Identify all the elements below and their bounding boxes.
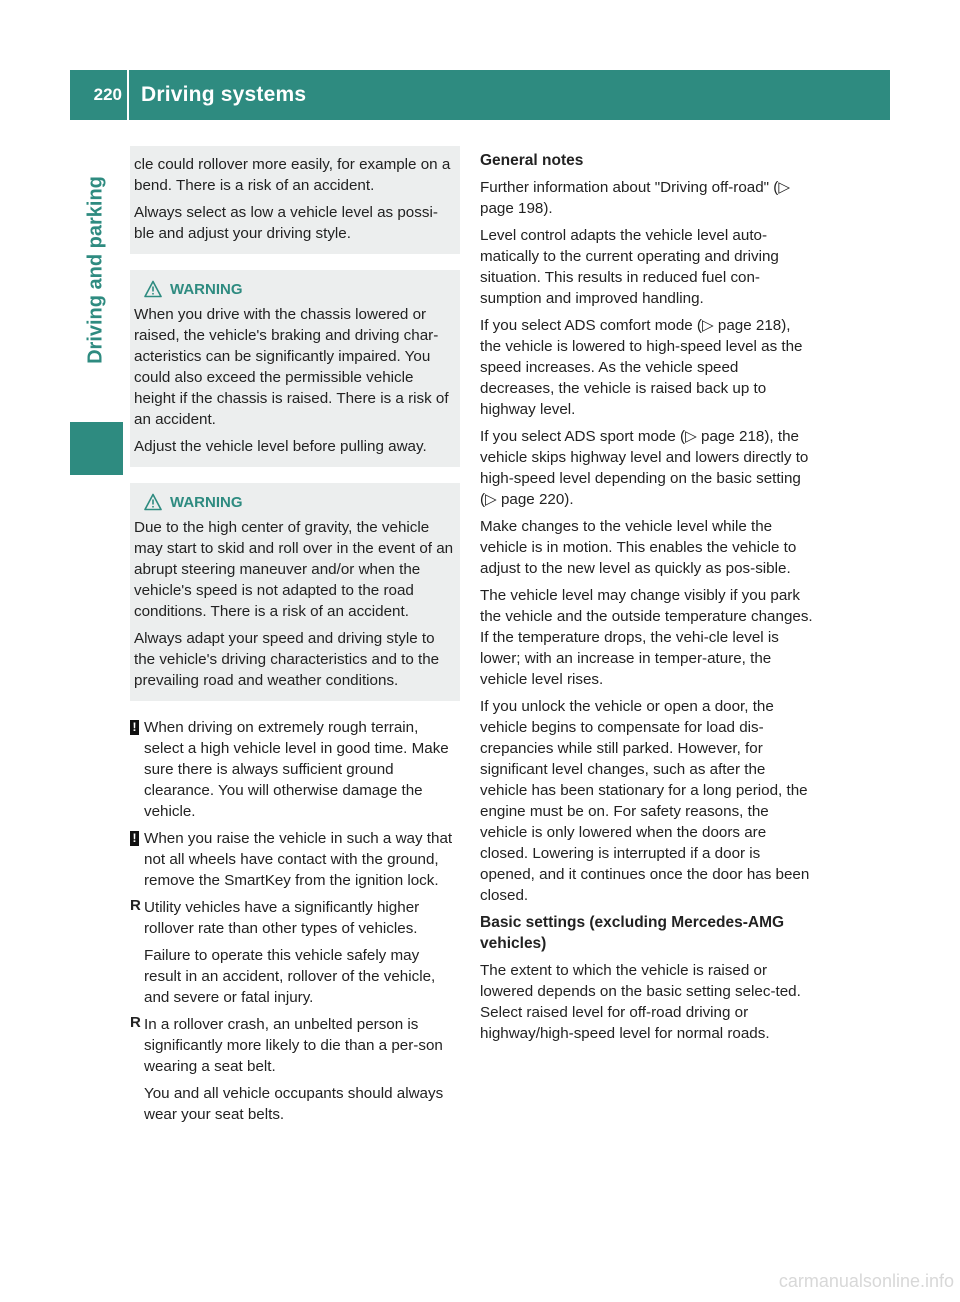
bullet-item xyxy=(130,897,460,1008)
body-paragraph: The vehicle level may change visibly if you park the vehicle and the outside temperature changes. If the temperature drops, the vehi-cle level is lower; with an increase in temper-ature, the vehicle level rises. xyxy=(480,587,813,688)
note-item xyxy=(130,828,460,891)
body-paragraph: If you select ADS sport mode (▷ page 218), the vehicle skips highway level and lowers directly to high-speed level depending on the basic setting (▷ page 220). xyxy=(480,428,809,508)
warning-paragraph: Adjust the vehicle level before pulling away. xyxy=(134,438,427,455)
left-column xyxy=(130,146,460,1131)
body-paragraph: Further information about "Driving off-road" (▷ page 198). xyxy=(480,179,791,217)
note-text: When driving on extremely rough terrain, select a high vehicle level in good time. Make sure there is always sufficient ground clearance. You will otherwise damage the vehicle. xyxy=(144,719,449,820)
body-paragraph: If you unlock the vehicle or open a door, the vehicle begins to compensate for load dis-crepancies while still parked. However, for significant level changes, such as after the vehicle has been stationary for a long period, the engine must be on. For safety reasons, the vehicle is only lowered when the doors are closed. Lowering is interrupted if a door is opened, and it continues once the door has been closed. xyxy=(480,698,810,904)
box-paragraph: cle could rollover more easily, for example on a bend. There is a risk of an accident. xyxy=(134,156,451,194)
bullet-text: Failure to operate this vehicle safely may result in an accident, rollover of the vehicle, and severe or fatal injury. xyxy=(144,947,436,1006)
bullet-r-icon: R xyxy=(130,1014,141,1031)
header-divider xyxy=(127,70,129,120)
warning-title: WARNING xyxy=(170,493,243,511)
bullet-text: In a rollover crash, an unbelted person is significantly more likely to die than a per-son wearing a seat belt. xyxy=(144,1016,443,1075)
warning-paragraph: Always adapt your speed and driving style to the vehicle's driving characteristics and to the prevailing road and weather conditions. xyxy=(134,630,440,689)
exclamation-icon: ! xyxy=(130,720,139,735)
bullet-r-icon: R xyxy=(130,897,141,914)
box-paragraph: Always select as low a vehicle level as possi-ble and adjust your driving style. xyxy=(134,204,438,242)
warning-paragraph: When you drive with the chassis lowered or raised, the vehicle's braking and driving char-acteristics can be significantly impaired. You could also exceed the permissible vehicle height if the chassis is raised. There is a risk of an accident. xyxy=(134,306,449,428)
warning-heading xyxy=(144,280,454,298)
warning-triangle-icon xyxy=(144,280,162,298)
general-notes-heading: General notes xyxy=(480,152,584,169)
watermark: carmanualsonline.info xyxy=(778,1271,954,1291)
body-paragraph: Level control adapts the vehicle level auto-matically to the current operating and driving situation. This results in reduced fuel con-sumption and improved handling. xyxy=(480,227,779,307)
basic-settings-heading: Basic settings (excluding Mercedes-AMG vehicles) xyxy=(480,914,785,952)
section-title: Driving systems xyxy=(141,83,307,106)
warning-box-chassis xyxy=(130,270,460,467)
continued-warning-box xyxy=(130,146,460,254)
page-number: 220 xyxy=(93,85,122,104)
warning-title: WARNING xyxy=(170,280,243,298)
warning-heading xyxy=(144,493,454,511)
bullet-text: Utility vehicles have a significantly higher rollover rate than other types of vehicles. xyxy=(144,899,420,937)
note-text: When you raise the vehicle in such a way that not all wheels have contact with the ground, remove the SmartKey from the ignition lock. xyxy=(144,830,453,889)
warning-box-rollover xyxy=(130,483,460,701)
bullet-item xyxy=(130,1014,460,1125)
body-paragraph: If you select ADS comfort mode (▷ page 218), the vehicle is lowered to high-speed level as the speed increases. As the vehicle speed decreases, the vehicle is raised back up to highway level. xyxy=(480,317,803,418)
warning-triangle-icon xyxy=(144,493,162,511)
note-item xyxy=(130,717,460,822)
warning-paragraph: Due to the high center of gravity, the vehicle may start to skid and roll over in the event of an abrupt steering maneuver and/or when the vehicle's speed is not adapted to the road conditions. There is a risk of an accident. xyxy=(134,519,454,620)
body-paragraph: The extent to which the vehicle is raised or lowered depends on the basic setting selec-ted. Select raised level for off-road driving or highway/high-speed level for normal roads. xyxy=(480,962,801,1042)
exclamation-icon: ! xyxy=(130,831,139,846)
side-tab-label: Driving and parking xyxy=(84,176,107,364)
body-paragraph: Make changes to the vehicle level while the vehicle is in motion. This enables the vehicle to adjust to the new level as quickly as pos-sible. xyxy=(480,518,797,577)
right-column xyxy=(480,150,815,1050)
side-marker xyxy=(70,422,123,475)
bullet-text: You and all vehicle occupants should always wear your seat belts. xyxy=(144,1085,444,1123)
